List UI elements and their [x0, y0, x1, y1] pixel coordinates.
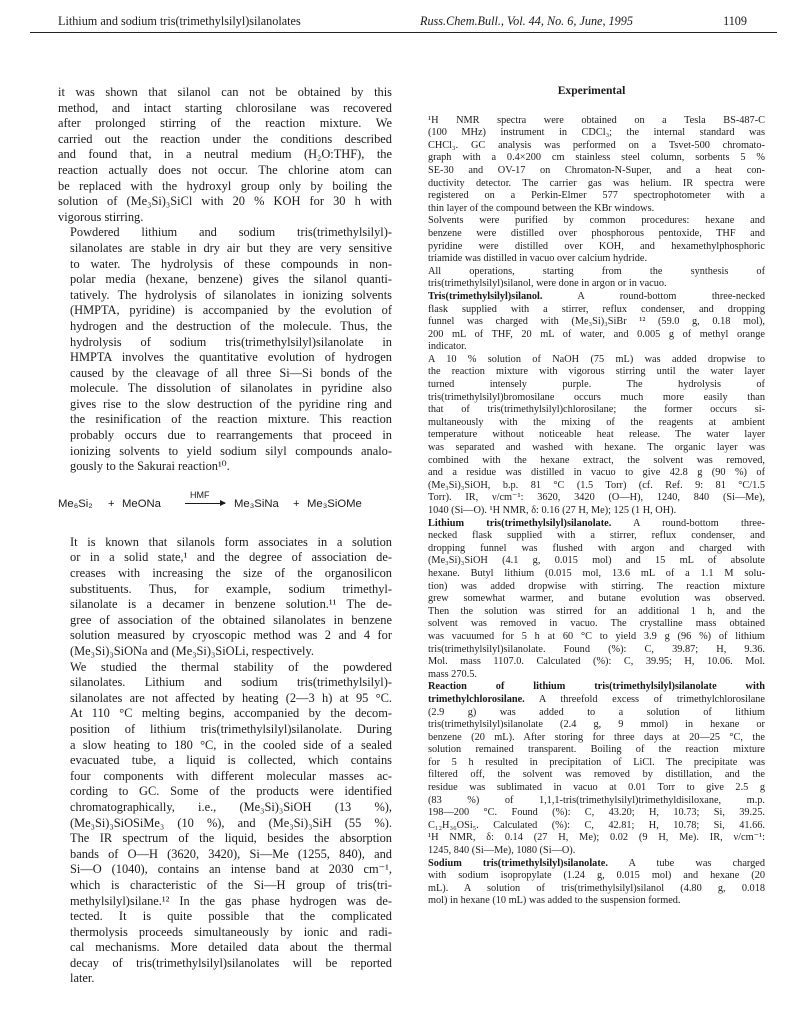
text-line: (Me₃Si)₃SiOSiMe₃ (10 %), and (Me₃Si)₃SiH (55 %).	[70, 815, 392, 830]
text-line: which is characteristic of the Si—H group of tris(tri-	[70, 877, 392, 892]
text-line: later.	[70, 971, 95, 986]
paragraph	[58, 660, 392, 987]
text-line: thermolysis proceeds simultaneously by ionic and radi-	[70, 924, 392, 939]
text-line: funnel was charged with (Me₃Si)₃SiBr ¹² (59.0 g, 0.18 mol),	[428, 316, 765, 328]
paragraph	[418, 354, 765, 518]
text-line: tris(trimethylsilyl)silanol, were done in argon or in vacuo.	[428, 278, 667, 290]
text-line: thin layer of the compound between the KBr windows.	[428, 202, 655, 214]
text-line: hexane. Butyl lithium (0.015 mol, 13.6 mL of a 1.1 M solu-	[428, 567, 765, 579]
text-line: methylsilyl)silane.¹² In the gas phase hydrogen was de-	[70, 893, 392, 908]
text-line: was separated and washed with hexane. The organic layer was	[428, 442, 765, 454]
text-line: carried out the reaction under the conditions described	[58, 131, 392, 146]
text-line: reaction actually does not occur. The chlorine atom can	[58, 162, 392, 177]
text-line: a slow heating to 180 °C, in the cooled side of a sealed	[70, 737, 392, 752]
text-line: pyridine were distilled over KOH, and hexamethylphosphoric	[428, 240, 765, 252]
text-line: probably occurs due to rearrangements that proceed in	[70, 428, 392, 443]
run-in-heading: Sodium tris(trimethylsilyl)silanolate.	[428, 857, 608, 869]
text-line: CHCl₃. GC analysis was performed on a Tsvet-500 chromato-	[428, 139, 765, 151]
text-line: caused by the cleavage of all three Si—Si bonds of the	[70, 365, 392, 380]
text-line: silanolates. Lithium and sodium tris(trimethylsilyl)-	[70, 675, 392, 690]
text-line: four components with different molecular masses ac-	[70, 768, 392, 783]
text-line: (Me₃Si)₃SiOH (4.1 g, 0.015 mol) and 15 mL of absolute	[428, 555, 765, 567]
text-line: It is known that silanols form associates in a solution	[70, 534, 392, 549]
text-line: decay of tris(trimethylsilyl)silanolates will be reported	[70, 955, 392, 970]
text-line: (100 MHz) instrument in CDCl₃; the internal standard was	[428, 127, 765, 139]
text-line: Mol. mass 1107.0. Calculated (%): C, 39.95; H, 10.06. Mol.	[428, 656, 765, 668]
paragraph	[418, 681, 765, 857]
text-line: (2.9 g) was added to a solution of lithium	[428, 706, 765, 718]
text-line: and a residue was distilled in vacuo to give 42.8 g (90 %) of	[428, 467, 765, 479]
page-number: 1109	[723, 14, 747, 28]
text-line: filtered off, the solvent was removed by distillation, and the	[428, 769, 765, 781]
paragraph	[418, 518, 765, 682]
text-line: was vacuumed for 5 h at 60 °C to yield 3.9 g (96 %) of lithium	[428, 630, 765, 642]
section-title-experimental: Experimental	[557, 84, 626, 97]
text-line: The IR spectrum of the liquid, besides the absorption	[70, 831, 392, 846]
text-line: multaneously with the mixing of the reagents at ambient	[428, 416, 765, 428]
text-line: turned intensely purple. The hydrolysis of	[428, 379, 765, 391]
paragraph	[418, 291, 765, 354]
reaction-equation	[58, 489, 392, 515]
text-line: flask supplied with a stirrer, reflux condenser, and dropping	[428, 303, 765, 315]
paragraph	[58, 85, 392, 225]
text-line: be replaced with the hydroxyl group only by boiling the	[58, 178, 392, 193]
text-line: gously to the Sakurai reaction¹⁰.	[70, 459, 230, 474]
paragraph	[418, 858, 765, 908]
text-line: position of lithium tris(trimethylsilyl)silanolate. During	[70, 721, 392, 736]
text-line: vigorous stirring.	[58, 209, 144, 224]
text-line: Solvents were purified by common procedures: hexane and	[428, 215, 765, 227]
text-line: gives rise to the slow destruction of the pyridine ring and	[70, 396, 392, 411]
text-line: Si—O (1040), contains an intense band at 2030 cm⁻¹,	[70, 862, 392, 877]
text-line: solvent was removed in vacuo. The crystalline mass obtained	[428, 618, 765, 630]
text-line: solution remained transparent. Boiling of the reaction mixture	[428, 744, 765, 756]
text-line: mass 270.5.	[428, 668, 477, 680]
paragraph	[418, 115, 765, 216]
running-title: Lithium and sodium tris(trimethylsilyl)silanolates	[58, 14, 301, 28]
plus-sign: +	[108, 497, 115, 510]
paragraph	[58, 225, 392, 475]
paragraph	[418, 266, 765, 291]
text-line: triamide was distilled in vacuo over calcium hydride.	[428, 253, 648, 265]
text-line: 198—200 °C. Found (%): C, 43.20; H, 10.73; Si, 39.25.	[428, 807, 765, 819]
paragraph	[58, 535, 392, 660]
text-line: HMPTA involves the quantitative evolution of hydrogen	[70, 350, 392, 365]
text-line: combined with the hexane extract, the solvent was removed,	[428, 454, 765, 466]
text-line: Lithium tris(trimethylsilyl)silanolate. A round-bottom three-	[428, 517, 765, 529]
journal-citation: Russ.Chem.Bull., Vol. 44, No. 6, June, 1995	[420, 14, 633, 28]
running-header	[30, 10, 777, 33]
text-line: molecule. The dissolution of silanolates in pyridine also	[70, 381, 392, 396]
text-line: method, and intact starting chlorosilane was recovered	[58, 100, 392, 115]
text-line: bands of O—H (3620, 3420), Si—Me (1255, 840), and	[70, 846, 392, 861]
text-line: silanolates are stable in dry air but they are very sensitive	[70, 240, 392, 255]
text-line: mol) in hexane (10 mL) was added to the suspension formed.	[428, 895, 681, 907]
text-line: Torr). IR, ν/cm⁻¹: 3620, 3420 (O—H), 1240, 840 (Si—Me),	[428, 492, 765, 504]
text-line: silanolate is a decamer in benzene solution.¹¹ The de-	[70, 597, 392, 612]
text-line: evacuated tube, a liquid is collected, which contains	[70, 753, 392, 768]
text-line: dropping funnel was flushed with argon and charged with	[428, 542, 765, 554]
text-line: it was shown that silanol can not be obtained by this	[58, 85, 392, 99]
text-line: substituents. Thus, for example, sodium trimethyl-	[70, 581, 392, 596]
text-line: tatively. The hydrolysis of silanolates in ionizing solvents	[70, 287, 392, 302]
text-line: and found that, in a neutral medium (H₂O:THF), the	[58, 147, 392, 162]
text-line: Powdered lithium and sodium tris(trimethylsilyl)-	[70, 225, 392, 240]
product-trimethylsilylsodium: Me₃SiNa	[234, 497, 279, 510]
text-line: to water. The hydrolysis of these compounds in non-	[70, 256, 392, 271]
text-line: Then the solution was stirred for an additional 1 h, and the	[428, 605, 765, 617]
text-line: gree of association of the obtained silanolates in benzene	[70, 612, 392, 627]
text-line: cal mechanisms. More detailed data about the thermal	[70, 940, 392, 955]
text-line: ¹H NMR spectra were obtained on a Tesla BS-487-C	[428, 114, 765, 126]
text-line: We studied the thermal stability of the powdered	[70, 659, 392, 674]
text-line: hydrogen and the destruction of the molecule. Thus, the	[70, 318, 392, 333]
text-line: silanolates are not affected by heating (2—3 h) at 95 °C.	[70, 690, 392, 705]
plus-sign: +	[293, 497, 300, 510]
text-line: temperature without noticeable heat release. The water layer	[428, 429, 765, 441]
text-line: graph with a 0.4×200 cm stainless steel column, sorbents 5 %	[428, 152, 765, 164]
text-line: tris(trimethylsilyl)silanolate. Found (%): C, 39.87; H, 9.36.	[428, 643, 765, 655]
text-line: or in a solid state,¹ and the degree of association de-	[70, 550, 392, 565]
text-line: Tris(trimethylsilyl)silanol. A round-bottom three-necked	[428, 290, 765, 302]
text-line: with sodium isopropylate (1.24 g, 0.015 mol) and hexane (20	[428, 870, 765, 882]
text-line: 1040 (Si—O). ¹H NMR, δ: 0.16 (27 H, Me); 125 (1 H, OH).	[428, 505, 677, 516]
text-line: C₁₂H₃₆OSi₅. Calculated (%): C, 42.81; H, 10.78; Si, 41.66.	[428, 819, 765, 831]
text-line: tected. It is quite possible that the complicated	[70, 909, 392, 924]
text-line: ¹H NMR, δ: 0.14 (27 H, Me); 0.02 (9 H, Me). IR, ν/cm⁻¹:	[428, 832, 765, 844]
paragraph	[418, 215, 765, 265]
text-line: the resinification of the reaction mixture. This reaction	[70, 412, 392, 427]
text-line: solution of (Me₃Si)₃SiCl with 20 % KOH for 30 h with	[58, 194, 392, 209]
text-line: tris(trimethylsilyl)bromosilane occurs much more easily than	[428, 391, 765, 403]
text-line: SE-30 and OV-17 on Chromaton-N-Super, and a heat con-	[428, 164, 765, 176]
run-in-heading: Reaction of lithium tris(trimethylsilyl)silanolate with	[428, 681, 765, 693]
run-in-heading: trimethylchlorosilane.	[428, 693, 525, 705]
text-line: benzene were distilled over phosphorous pentoxide, THF and	[428, 227, 765, 239]
text-line: trimethylchlorosilane. A threefold excess of trimethylchlorosilane	[428, 693, 765, 705]
text-line: (HMPTA, pyridine) is accompanied by the evolution of	[70, 303, 392, 318]
text-line: creases with increasing the size of the organosilicon	[70, 566, 392, 581]
text-line: benzene (20 mL). After storing for three days at 20—25 °C, the	[428, 731, 765, 743]
text-line: necked flask supplied with a stirrer, reflux condenser, and	[428, 530, 765, 542]
text-line: All operations, starting from the synthesis of	[428, 265, 765, 277]
text-line: A 10 % solution of NaOH (75 mL) was added dropwise to	[428, 353, 765, 365]
text-line: hydrolysis of sodium tris(trimethylsilyl)silanolate in	[70, 334, 392, 349]
text-line: ductivity detector. The carrier gas was helium. IR spectra were	[428, 177, 765, 189]
text-line: that of tris(trimethylsilyl)chlorosilane; the former occurs si-	[428, 404, 765, 416]
text-line: tion) was added dropwise with stirring. The reaction mixture	[428, 580, 765, 592]
text-line: solution measured by cryoscopic method was 2 and 4 for	[70, 628, 392, 643]
text-line: grew somewhat warmer, and butane evolution was observed.	[428, 593, 765, 605]
text-line: chromatographically, i.e., (Me₃Si)₃SiOH (13 %),	[70, 799, 392, 814]
text-line: for 5 h resulted in precipitation of LiCl. The precipitate was	[428, 756, 765, 768]
run-in-heading: Lithium tris(trimethylsilyl)silanolate.	[428, 517, 612, 529]
text-line: after prolonged stirring of the reaction mixture. We	[58, 116, 392, 131]
text-line: At 110 °C melting begins, accompanied by the decom-	[70, 706, 392, 721]
text-line: 1245, 840 (Si—Me), 1080 (Si—O).	[428, 845, 576, 857]
text-line: (Me₃Si)₃SiONa and (Me₃Si)₃SiOLi, respectively.	[70, 644, 314, 658]
reaction-condition: HMF	[190, 489, 210, 500]
text-line: (83 %) of 1,1,1-tris(trimethylsilyl)trimethyldisiloxane, m.p.	[428, 794, 765, 806]
text-line: residue was sublimated in vacuo at 0.01 Torr to give 2.5 g	[428, 782, 765, 794]
text-line: ionizing solvents to yield sodium silyl compounds analo-	[70, 443, 392, 458]
left-column	[58, 85, 392, 987]
right-column	[418, 85, 765, 908]
text-line: 200 mL of THF, 20 mL of water, and 0.005 g of methyl orange	[428, 328, 765, 340]
product-methoxytrimethylsilane: Me₃SiOMe	[307, 497, 362, 510]
text-line: cording to GC. Some of the products were identified	[70, 784, 392, 799]
text-line: (Me₃Si)₃SiOH, b.p. 81 °C (1.5 Torr) (cf. Ref. 9: 81 °C/1.5	[428, 479, 765, 491]
run-in-heading: Tris(trimethylsilyl)silanol.	[428, 290, 543, 302]
text-line: Sodium tris(trimethylsilyl)silanolate. A tube was charged	[428, 857, 765, 869]
text-line: the reaction mixture with vigorous stirring until the water layer	[428, 366, 765, 378]
reactant-sodium-methoxide: MeONa	[122, 497, 161, 510]
text-line: indicator.	[428, 341, 467, 353]
reaction-arrow	[185, 503, 225, 504]
text-line: tris(trimethylsilyl)silanolate (2.4 g, 9 mmol) in hexane or	[428, 719, 765, 731]
text-line: mL). A solution of tris(trimethylsilyl)silanol (4.80 g, 0.018	[428, 882, 765, 894]
text-line: registered on a Perkin-Elmer 577 spectrophotometer with a	[428, 190, 765, 202]
reactant-hexamethyldisilane: Me₆Si₂	[58, 497, 93, 510]
text-line: polar media (hexane, benzene) gives the silanol quanti-	[70, 272, 392, 287]
